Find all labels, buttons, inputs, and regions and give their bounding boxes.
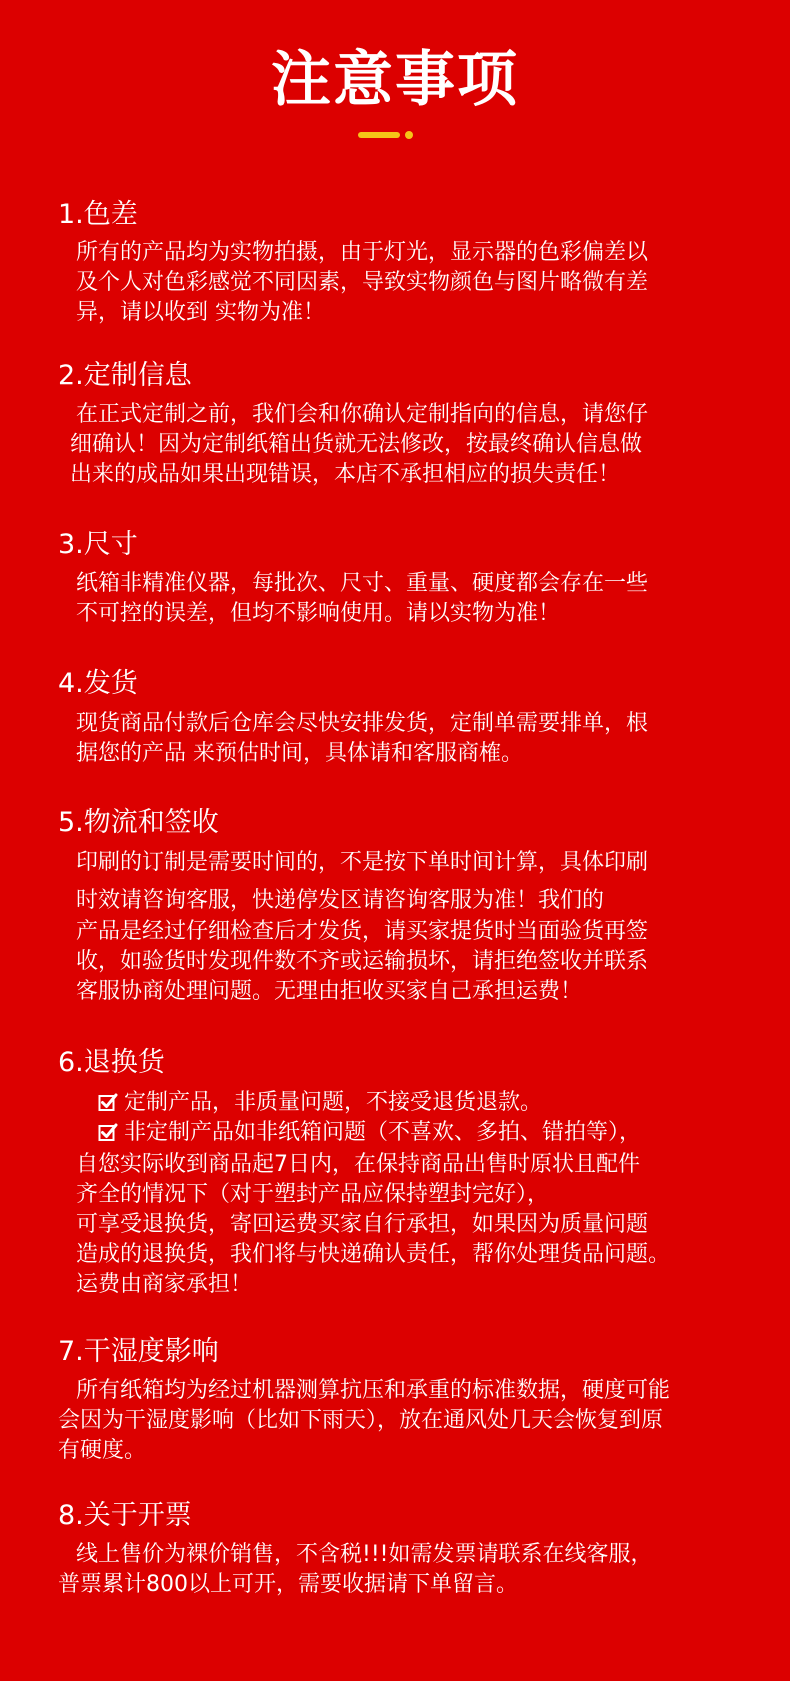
- section-text-line: 现货商品付款后仓库会尽快安排发货，定制单需要排单，根: [76, 711, 649, 736]
- section-heading-customization-info: 2.定制信息: [58, 360, 192, 391]
- section-text-line: 出来的成品如果出现错误，本店不承担相应的损失责任！: [70, 462, 621, 487]
- section-heading-humidity-effect: 7.干湿度影响: [58, 1336, 219, 1367]
- section-text-line: 会因为干湿度影响（比如下雨天），放在通风处几天会恢复到原: [58, 1408, 664, 1433]
- section-heading-shipping: 4.发货: [58, 668, 138, 699]
- section-text-line: 异，请以收到 实物为准！: [76, 300, 325, 325]
- section-text-line: 在正式定制之前，我们会和你确认定制指向的信息，请您仔: [76, 402, 649, 427]
- section-text-line: 收，如验货时发现件数不齐或运输损坏，请拒绝签收并联系: [76, 949, 649, 974]
- section-text-line: 客服协商处理问题。无理由拒收买家自己承担运费！: [76, 979, 583, 1004]
- section-text-line: 时效请咨询客服，快递停发区请咨询客服为准！我们的: [76, 888, 605, 913]
- checklist-item: [98, 1118, 641, 1148]
- section-text-line: 线上售价为裸价销售，不含税!!!如需发票请联系在线客服，: [76, 1542, 653, 1567]
- section-text-line: 普票累计800以上可开，需要收据请下单留言。: [58, 1572, 518, 1597]
- section-text-line: 造成的退换货，我们将与快递确认责任，帮你处理货品问题。: [76, 1242, 671, 1267]
- section-text-line: 不可控的误差，但均不影响使用。请以实物为准！: [76, 601, 561, 626]
- underline-dot: [405, 131, 413, 139]
- section-text-line: 及个人对色彩感觉不同因素，导致实物颜色与图片略微有差: [76, 270, 649, 295]
- section-heading-color-difference: 1.色差: [58, 199, 138, 230]
- underline-bar: [358, 132, 400, 138]
- section-heading-returns-exchanges: 6.退换货: [58, 1047, 165, 1078]
- section-text-line: 可享受退换货，寄回运费买家自行承担，如果因为质量问题: [76, 1212, 649, 1237]
- section-text-line: 纸箱非精准仪器，每批次、尺寸、重量、硬度都会存在一些: [76, 571, 649, 596]
- section-heading-logistics-receipt: 5.物流和签收: [58, 807, 219, 838]
- page-title: 注意事项: [271, 45, 519, 115]
- section-text-line: 齐全的情况下（对于塑封产品应保持塑封完好），: [76, 1182, 550, 1207]
- section-heading-invoicing: 8.关于开票: [58, 1500, 192, 1531]
- section-text-line: 产品是经过仔细检查后才发货，请买家提货时当面验货再签: [76, 919, 649, 944]
- section-text-line: 细确认！因为定制纸箱出货就无法修改，按最终确认信息做: [70, 432, 643, 457]
- title-underline-decoration: [358, 131, 414, 139]
- checklist-item-text: 非定制产品如非纸箱问题（不喜欢、多拍、错拍等），: [124, 1120, 642, 1145]
- checklist-item-text: 定制产品，非质量问题，不接受退货退款。: [124, 1090, 543, 1115]
- section-text-line: 印刷的订制是需要时间的，不是按下单时间计算，具体印刷: [76, 850, 649, 875]
- section-text-line: 所有纸箱均为经过机器测算抗压和承重的标准数据，硬度可能: [76, 1378, 671, 1403]
- section-text-line: 运费由商家承担！: [76, 1272, 253, 1297]
- checkbox-checked-icon: [98, 1092, 118, 1112]
- section-text-line: 所有的产品均为实物拍摄，由于灯光，显示器的色彩偏差以: [76, 240, 649, 265]
- section-text-line: 自您实际收到商品起7日内，在保持商品出售时原状且配件: [76, 1152, 640, 1177]
- section-text-line: 有硬度。: [58, 1438, 147, 1463]
- checklist-item: [98, 1088, 542, 1118]
- section-text-line: 据您的产品 来预估时间，具体请和客服商榷。: [76, 741, 523, 766]
- section-heading-size: 3.尺寸: [58, 529, 138, 560]
- checkbox-checked-icon: [98, 1122, 118, 1142]
